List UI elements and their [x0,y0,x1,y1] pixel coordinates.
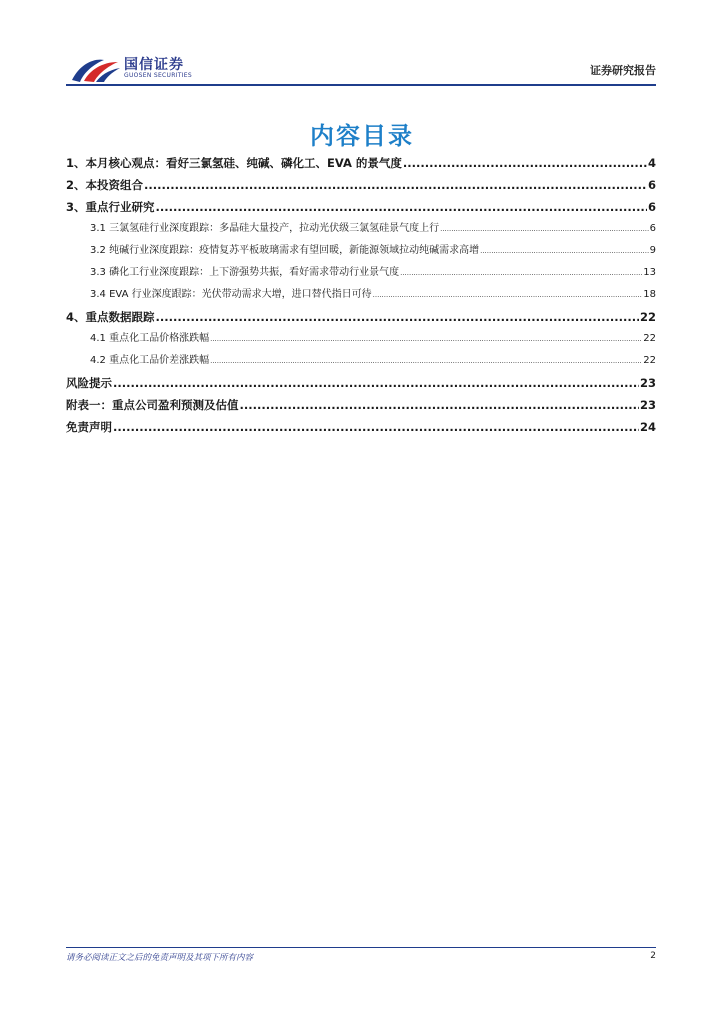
toc-entry-title: 3.4 EVA 行业深度跟踪：光伏带动需求大增，进口替代指日可待 [90,289,372,300]
page-header [66,50,658,88]
toc-entry-page: 23 [639,398,656,412]
guosen-logo [66,50,206,86]
toc-entry-title: 3、重点行业研究 [66,200,155,214]
toc-entry[interactable] [66,196,656,218]
toc-leader [440,218,649,240]
toc-leader [240,394,639,416]
toc-entry[interactable] [66,416,656,438]
toc-entry-title: 免责声明 [66,420,112,434]
toc-entry-page: 4 [647,156,656,170]
footer-disclaimer: 请务必阅读正文之后的免责声明及其项下所有内容 [66,953,254,963]
page-number: 2 [650,951,656,961]
toc-leader [400,262,642,284]
toc-entry-title: 附表一：重点公司盈利预测及估值 [66,398,239,412]
toc-entry-page: 9 [649,245,656,256]
toc-entry[interactable] [66,372,656,394]
logo-english-name: GUOSEN SECURITIES [124,72,193,79]
toc-entry-page: 18 [643,289,656,300]
toc-entry[interactable] [66,174,656,196]
toc-leader [113,372,639,394]
toc-leader [480,240,649,262]
toc-entry-title: 4.2 重点化工品价差涨跌幅 [90,355,210,366]
report-type-label: 证券研究报告 [590,64,656,77]
footer-divider [66,947,656,948]
toc-entry-page: 6 [649,223,656,234]
toc-entry-page: 22 [643,333,656,344]
toc-leader [403,152,647,174]
toc-subentry[interactable] [66,350,656,372]
toc-subentry[interactable] [66,284,656,306]
toc-subentry[interactable] [66,262,656,284]
toc-entry-page: 24 [639,420,656,434]
header-divider [66,84,656,86]
toc-entry[interactable] [66,152,656,174]
toc-subentry[interactable] [66,240,656,262]
toc-entry[interactable] [66,306,656,328]
toc-leader [156,306,639,328]
toc-entry-title: 3.2 纯碱行业深度跟踪：疫情复苏平板玻璃需求有望回暖，新能源领域拉动纯碱需求高增 [90,245,480,256]
table-of-contents [66,152,656,438]
toc-leader [373,284,643,306]
toc-subentry[interactable] [66,328,656,350]
toc-entry-title: 3.3 磷化工行业深度跟踪：上下游强势共振，看好需求带动行业景气度 [90,267,400,278]
toc-entry-page: 6 [647,178,656,192]
toc-leader [156,196,647,218]
toc-entry-page: 23 [639,376,656,390]
toc-entry-title: 4、重点数据跟踪 [66,310,155,324]
toc-entry-title: 3.1 三氯氢硅行业深度跟踪：多晶硅大量投产，拉动光伏级三氯氢硅景气度上行 [90,223,440,234]
toc-leader [113,416,639,438]
toc-entry-title: 风险提示 [66,376,112,390]
toc-entry-page: 6 [647,200,656,214]
toc-entry-page: 22 [639,310,656,324]
toc-title: 内容目录 [310,122,414,150]
toc-leader [210,328,642,350]
toc-entry-title: 2、本投资组合 [66,178,144,192]
toc-entry[interactable] [66,394,656,416]
toc-entry-page: 13 [643,267,656,278]
logo-chinese-name: 国信证券 [124,57,184,73]
guosen-logo-mark-icon [70,54,122,84]
toc-leader [144,174,647,196]
toc-subentry[interactable] [66,218,656,240]
toc-entry-page: 22 [643,355,656,366]
toc-entry-title: 1、本月核心观点：看好三氯氢硅、纯碱、磷化工、EVA 的景气度 [66,156,402,170]
toc-entry-title: 4.1 重点化工品价格涨跌幅 [90,333,210,344]
toc-leader [210,350,642,372]
